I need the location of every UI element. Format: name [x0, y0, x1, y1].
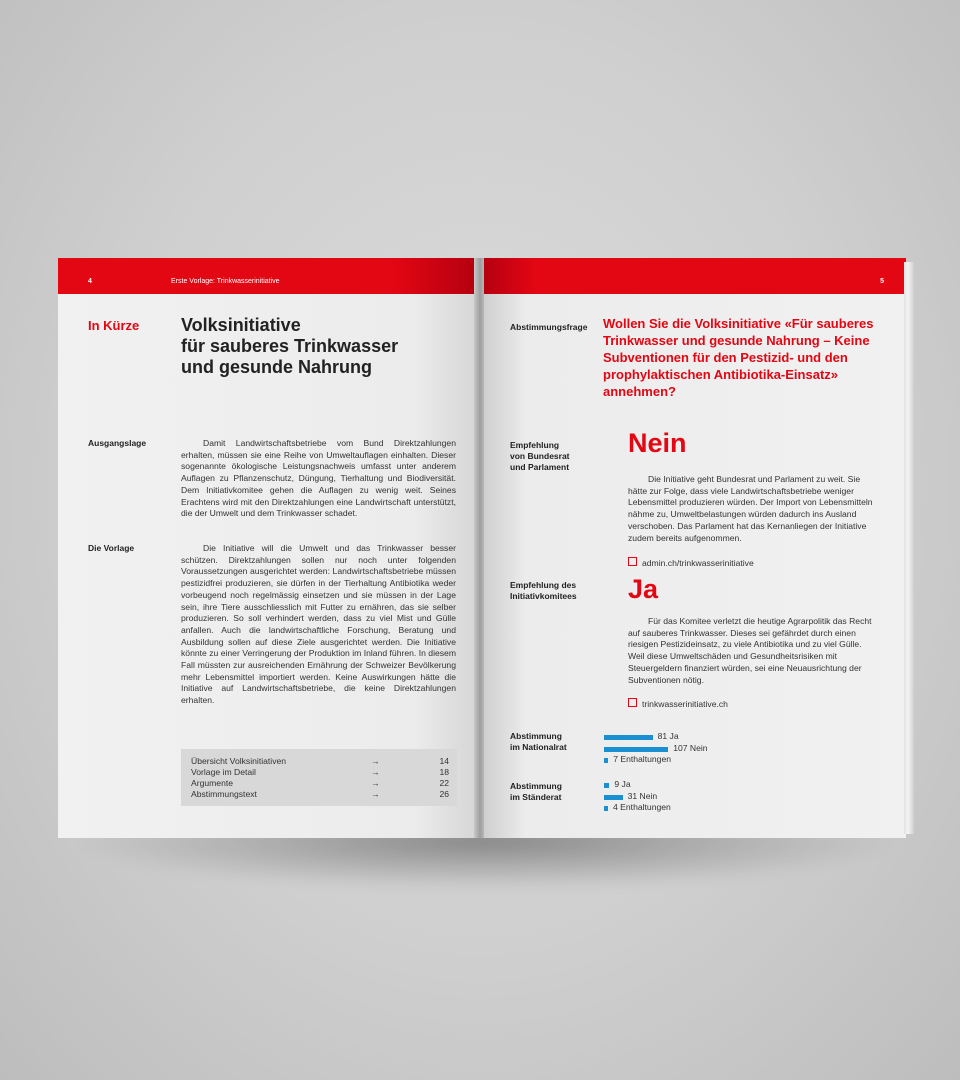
section-label-in-kuerze: In Kürze: [88, 318, 140, 333]
label-line: Initiativkomitees: [510, 591, 577, 601]
overview-page: 14: [439, 756, 449, 766]
label-line: Empfehlung des: [510, 580, 577, 590]
arrow-right-icon: →: [371, 789, 380, 799]
verdict-ja: Ja: [628, 574, 659, 604]
external-link-icon: [628, 698, 637, 707]
staenderat-vote-bar: [604, 795, 623, 800]
label-line: im Nationalrat: [510, 742, 567, 752]
nationalrat-vote-bar: [604, 758, 608, 763]
right-page: [484, 258, 906, 838]
paragraph: Die Initiative will die Umwelt und das Trinkwasser besser schützen. Direktzahlungen sollen nur noch unter folgenden Voraussetzungen ausgerichtet werden: Landwirtschaftsbetriebe müssen pestizidfrei produzieren, sie dürfen in der Tierhaltung Antibiotika weder vorbeugend noch regelmässig einsetzen und sie müssen in der Lage sein, ihre Tiere ausschliesslich mit Futter zu ernähren, das sie selber produzieren. So soll verhindert werden, dass zu viel Mist und Gülle anfallen. Auch die landwirtschaftliche Forschung, Beratung und Ausbildung sollen auf diese Ziele ausgerichtet werden. Die Initiative könnte zu einer Verringerung der Produktion im Inland führen. In diesem Fall müssten zur ausreichenden Ernährung der Schweizer Bevölkerung mehr Lebensmittel importiert werden. Keine Auswirkungen hätte die Initiative auf Landwirtschaftsbetriebe, die keine Direktzahlungen erhalten.: [181, 543, 456, 706]
link-trinkwasserinitiative[interactable]: [628, 698, 728, 709]
text-komitee: [628, 616, 878, 686]
left-header-bar: [58, 258, 476, 294]
nationalrat-vote-label: 81 Ja: [657, 731, 679, 741]
label-line: Abstimmung: [510, 781, 562, 791]
title-line: Volksinitiative: [181, 315, 301, 335]
paragraph: Damit Landwirtschaftsbetriebe vom Bund Direktzahlungen erhalten, müssen sie eine Reihe von Umweltauflagen einhalten. Dieser sogenannte ökologische Leistungsnachweis umfasst unter anderem Auflagen zu Pflanzenschutz, Düngung, Tierhaltung und Biodiversität. Dem Initiativkomitee gehen die Auflagen zu wenig weit. Seines Erachtens wird mit den Direktzahlungen eine Landwirtschaft unterstützt, die der Umwelt und dem Trinkwasser schadet.: [181, 438, 456, 519]
page-number-right: 5: [880, 278, 884, 285]
nationalrat-vote-label: 7 Enthaltungen: [613, 754, 672, 764]
label-empfehlung-bundesrat: [510, 440, 570, 473]
label-empfehlung-komitee: [510, 580, 577, 602]
arrow-right-icon: →: [371, 778, 380, 788]
label-ausgangslage: Ausgangslage: [88, 438, 147, 448]
label-line: Abstimmung: [510, 731, 562, 741]
overview-label: Übersicht Volksinitiativen: [191, 756, 287, 766]
staenderat-vote-label: 4 Enthaltungen: [613, 802, 671, 812]
label-staenderat: [510, 781, 562, 803]
arrow-right-icon: →: [371, 767, 380, 777]
nationalrat-vote-bar: [604, 735, 653, 740]
text-ausgangslage: [181, 438, 456, 520]
staenderat-vote-bar: [604, 806, 608, 811]
overview-box: [181, 749, 457, 806]
title-line: für sauberes Trinkwasser: [181, 336, 399, 356]
right-header-bar: [484, 258, 906, 294]
label-die-vorlage: Die Vorlage: [88, 543, 135, 553]
question-text: Wollen Sie die Volksinitiative «Für sauberes Trinkwasser und gesunde Nahrung – Keine Subventionen für den Pestizid- und den prophylaktischen Antibiotika-Einsatz» annehmen?: [603, 316, 874, 399]
overview-row[interactable]: [191, 789, 449, 801]
label-line: im Ständerat: [510, 792, 562, 802]
label-line: von Bundesrat: [510, 451, 570, 461]
left-page: [58, 258, 476, 838]
link-text: trinkwasserinitiative.ch: [642, 699, 728, 709]
overview-label: Abstimmungstext: [191, 789, 257, 799]
title-line: und gesunde Nahrung: [181, 357, 372, 377]
label-line: Empfehlung: [510, 440, 560, 450]
overview-page: 26: [439, 789, 449, 799]
nationalrat-vote-bar: [604, 747, 668, 752]
text-bundesrat: [628, 474, 878, 544]
label-line: und Parlament: [510, 462, 570, 472]
overview-label: Vorlage im Detail: [191, 767, 256, 777]
overview-label: Argumente: [191, 778, 234, 788]
overview-page: 18: [439, 767, 449, 777]
paragraph: Die Initiative geht Bundesrat und Parlament zu weit. Sie hätte zur Folge, dass viele Landwirtschaftsbetriebe weniger Lebensmittel produzieren würden. Der Import von Lebensmitteln nähme zu, Umweltbelastungen würden dadurch ins Ausland verschoben. Das Parlament hat das Kernanliegen der Initiative zudem bereits aufgenommen.: [628, 474, 873, 543]
paragraph: Für das Komitee verletzt die heutige Agrarpolitik das Recht auf sauberes Trinkwasser. Dieses sei gefährdet durch einen riesigen Pestizideinsatz, zu viele Antibiotika und zu viel Gülle. Weil diese Umweltschäden und Gesundheitsrisiken mit Steuergeldern finanziert würden, sei eine Neuausrichtung der Subventionen nötig.: [628, 616, 872, 685]
link-admin[interactable]: [628, 557, 754, 568]
staenderat-vote-bar: [604, 783, 609, 788]
page-number-left: 4: [88, 278, 92, 285]
staenderat-vote-label: 9 Ja: [614, 779, 631, 789]
arrow-right-icon: →: [371, 756, 380, 766]
staenderat-vote-label: 31 Nein: [627, 790, 658, 801]
overview-page: 22: [439, 778, 449, 788]
page-title: [181, 315, 441, 378]
label-abstimmungsfrage: Abstimmungsfrage: [510, 322, 588, 332]
verdict-nein: Nein: [628, 428, 687, 458]
nationalrat-vote-label: 107 Nein: [673, 742, 708, 753]
page-edges: [904, 262, 914, 834]
label-nationalrat: [510, 731, 567, 753]
text-die-vorlage: [181, 543, 456, 707]
running-head: Erste Vorlage: Trinkwasserinitiative: [171, 278, 280, 285]
external-link-icon: [628, 557, 637, 566]
link-text: admin.ch/trinkwasserinitiative: [642, 558, 754, 568]
